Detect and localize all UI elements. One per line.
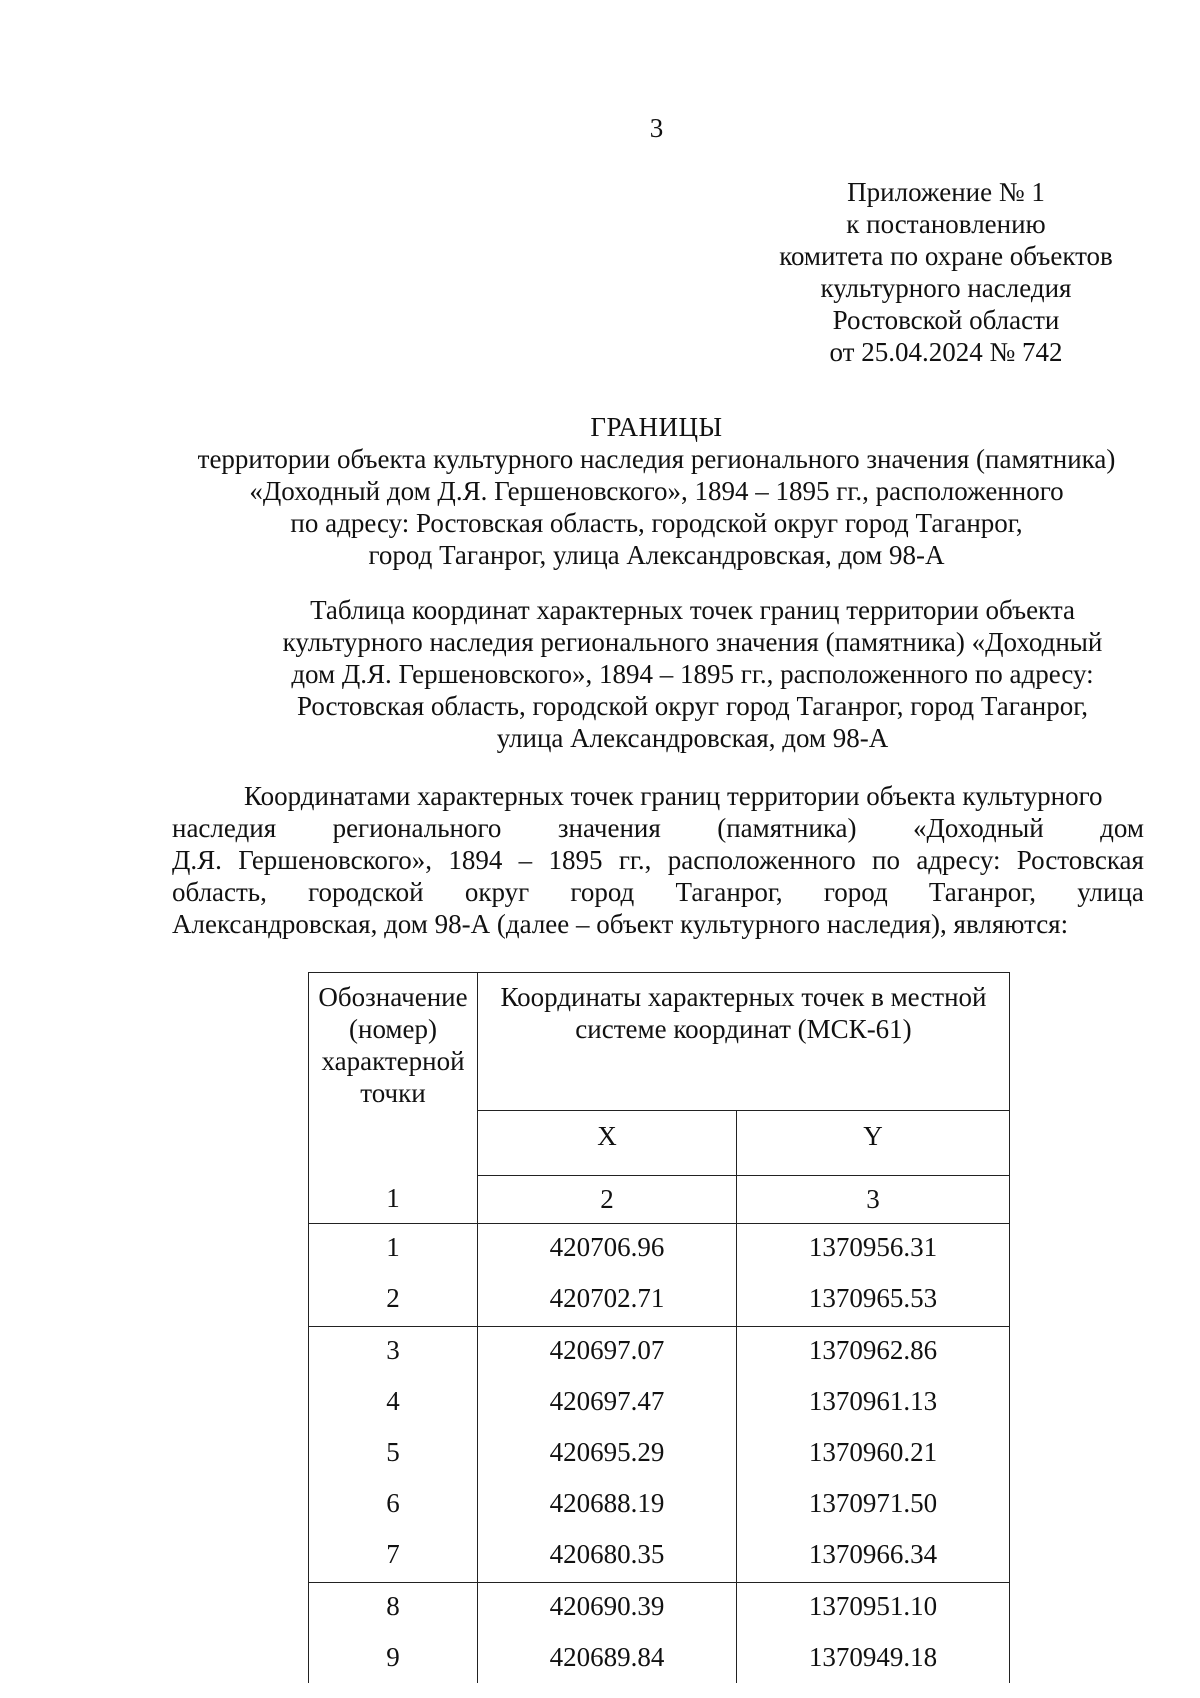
table-caption-line: культурного наследия регионального значения (памятника) «Доходный <box>282 627 1103 657</box>
paragraph-line <box>172 812 1144 844</box>
appendix-block <box>748 176 1144 368</box>
cell-x: 420688.19 <box>478 1480 737 1531</box>
paragraph-line: Александровская, дом 98-А (далее – объект культурного наследия), являются: <box>172 909 1069 939</box>
table-row <box>309 1480 1010 1531</box>
paragraph-line <box>172 876 1144 908</box>
title-heading: ГРАНИЦЫ <box>590 412 723 442</box>
paragraph-word: округ <box>464 877 530 907</box>
table-row <box>309 1531 1010 1583</box>
paragraph-word: город <box>823 877 888 907</box>
appendix-line: Ростовской области <box>832 305 1060 335</box>
paragraph-word: Д.Я. <box>172 845 222 875</box>
title-line: город Таганрог, улица Александровская, дом 98-А <box>368 540 945 570</box>
cell-x: 420706.96 <box>478 1223 737 1275</box>
cell-x: 420702.71 <box>478 1275 737 1327</box>
header-x: X <box>478 1110 737 1175</box>
table-caption-line: дом Д.Я. Гершеновского», 1894 – 1895 гг., расположенного по адресу: <box>291 659 1094 689</box>
header-point-number: Обозначение (номер) характерной точки <box>309 973 478 1176</box>
column-index-row <box>309 1175 1010 1223</box>
table-row <box>309 1634 1010 1683</box>
cell-y: 1370965.53 <box>737 1275 1010 1327</box>
cell-point-number: 3 <box>309 1326 478 1378</box>
table-row <box>309 1582 1010 1634</box>
table-row <box>309 1275 1010 1327</box>
table-row <box>309 1326 1010 1378</box>
cell-point-number: 9 <box>309 1634 478 1683</box>
appendix-line: Приложение № 1 <box>847 177 1045 207</box>
paragraph-word: область, <box>172 877 267 907</box>
paragraph-word: Таганрог, <box>675 877 783 907</box>
paragraph-word: город <box>570 877 635 907</box>
table-body <box>309 1223 1010 1683</box>
appendix-line: комитета по охране объектов <box>779 241 1113 271</box>
paragraph-word: наследия <box>172 813 277 843</box>
cell-point-number: 4 <box>309 1378 478 1429</box>
appendix-line: к постановлению <box>846 209 1046 239</box>
header-coordinates: Координаты характерных точек в местной системе координат (МСК-61) <box>478 973 1010 1111</box>
table-caption <box>218 594 1167 754</box>
paragraph-word: гг., <box>618 845 652 875</box>
paragraph-word: – <box>518 845 533 875</box>
paragraph-word: адресу: <box>916 845 1001 875</box>
cell-point-number: 8 <box>309 1582 478 1634</box>
paragraph-word: 1895 <box>548 845 603 875</box>
header-y: Y <box>737 1110 1010 1175</box>
cell-point-number: 5 <box>309 1429 478 1480</box>
appendix-line: культурного наследия <box>820 273 1072 303</box>
cell-y: 1370951.10 <box>737 1582 1010 1634</box>
title-line: территории объекта культурного наследия регионального значения (памятника) <box>197 444 1116 474</box>
table-caption-line: Таблица координат характерных точек границ территории объекта <box>310 595 1075 625</box>
paragraph-word: Таганрог, <box>928 877 1037 907</box>
cell-y: 1370961.13 <box>737 1378 1010 1429</box>
cell-y: 1370956.31 <box>737 1223 1010 1275</box>
table-caption-line: Ростовская область, городской округ город Таганрог, город Таганрог, <box>296 691 1089 721</box>
table-caption-line: улица Александровская, дом 98-А <box>496 723 889 753</box>
paragraph-word: регионального <box>332 813 502 843</box>
cell-point-number: 7 <box>309 1531 478 1583</box>
cell-y: 1370949.18 <box>737 1634 1010 1683</box>
cell-y: 1370966.34 <box>737 1531 1010 1583</box>
cell-x: 420697.47 <box>478 1378 737 1429</box>
cell-point-number: 2 <box>309 1275 478 1327</box>
document-title <box>0 411 1200 571</box>
paragraph-word: 1894 <box>448 845 503 875</box>
paragraph-word: по <box>872 845 900 875</box>
paragraph-word: «Доходный <box>912 813 1044 843</box>
table-row <box>309 1429 1010 1480</box>
paragraph-line <box>172 844 1144 876</box>
paragraph-word: городской <box>308 877 424 907</box>
cell-y: 1370971.50 <box>737 1480 1010 1531</box>
cell-x: 420690.39 <box>478 1582 737 1634</box>
paragraph-word: улица <box>1077 877 1144 907</box>
cell-point-number: 6 <box>309 1480 478 1531</box>
paragraph-word: Ростовская <box>1016 845 1144 875</box>
column-index: 2 <box>478 1175 737 1223</box>
paragraph-line: Координатами характерных точек границ территории объекта культурного <box>244 781 1103 811</box>
paragraph-word: расположенного <box>667 845 856 875</box>
table-header-row <box>309 973 1010 1111</box>
paragraph-word: дом <box>1100 813 1144 843</box>
column-index: 1 <box>309 1175 478 1223</box>
coordinates-table <box>308 972 1010 1683</box>
column-index: 3 <box>737 1175 1010 1223</box>
title-line: по адресу: Ростовская область, городской округ город Таганрог, <box>290 508 1023 538</box>
paragraph-word: значения <box>557 813 661 843</box>
page-number: 3 <box>649 113 664 143</box>
cell-x: 420695.29 <box>478 1429 737 1480</box>
cell-point-number: 1 <box>309 1223 478 1275</box>
paragraph-word: Гершеновского», <box>238 845 432 875</box>
cell-x: 420689.84 <box>478 1634 737 1683</box>
title-line: «Доходный дом Д.Я. Гершеновского», 1894 – 1895 гг., расположенного <box>249 476 1064 506</box>
appendix-line: от 25.04.2024 № 742 <box>829 337 1063 367</box>
table-row <box>309 1223 1010 1275</box>
cell-y: 1370960.21 <box>737 1429 1010 1480</box>
table-row <box>309 1378 1010 1429</box>
cell-y: 1370962.86 <box>737 1326 1010 1378</box>
body-paragraph <box>172 780 1144 940</box>
cell-x: 420697.07 <box>478 1326 737 1378</box>
cell-x: 420680.35 <box>478 1531 737 1583</box>
paragraph-word: (памятника) <box>717 813 857 843</box>
